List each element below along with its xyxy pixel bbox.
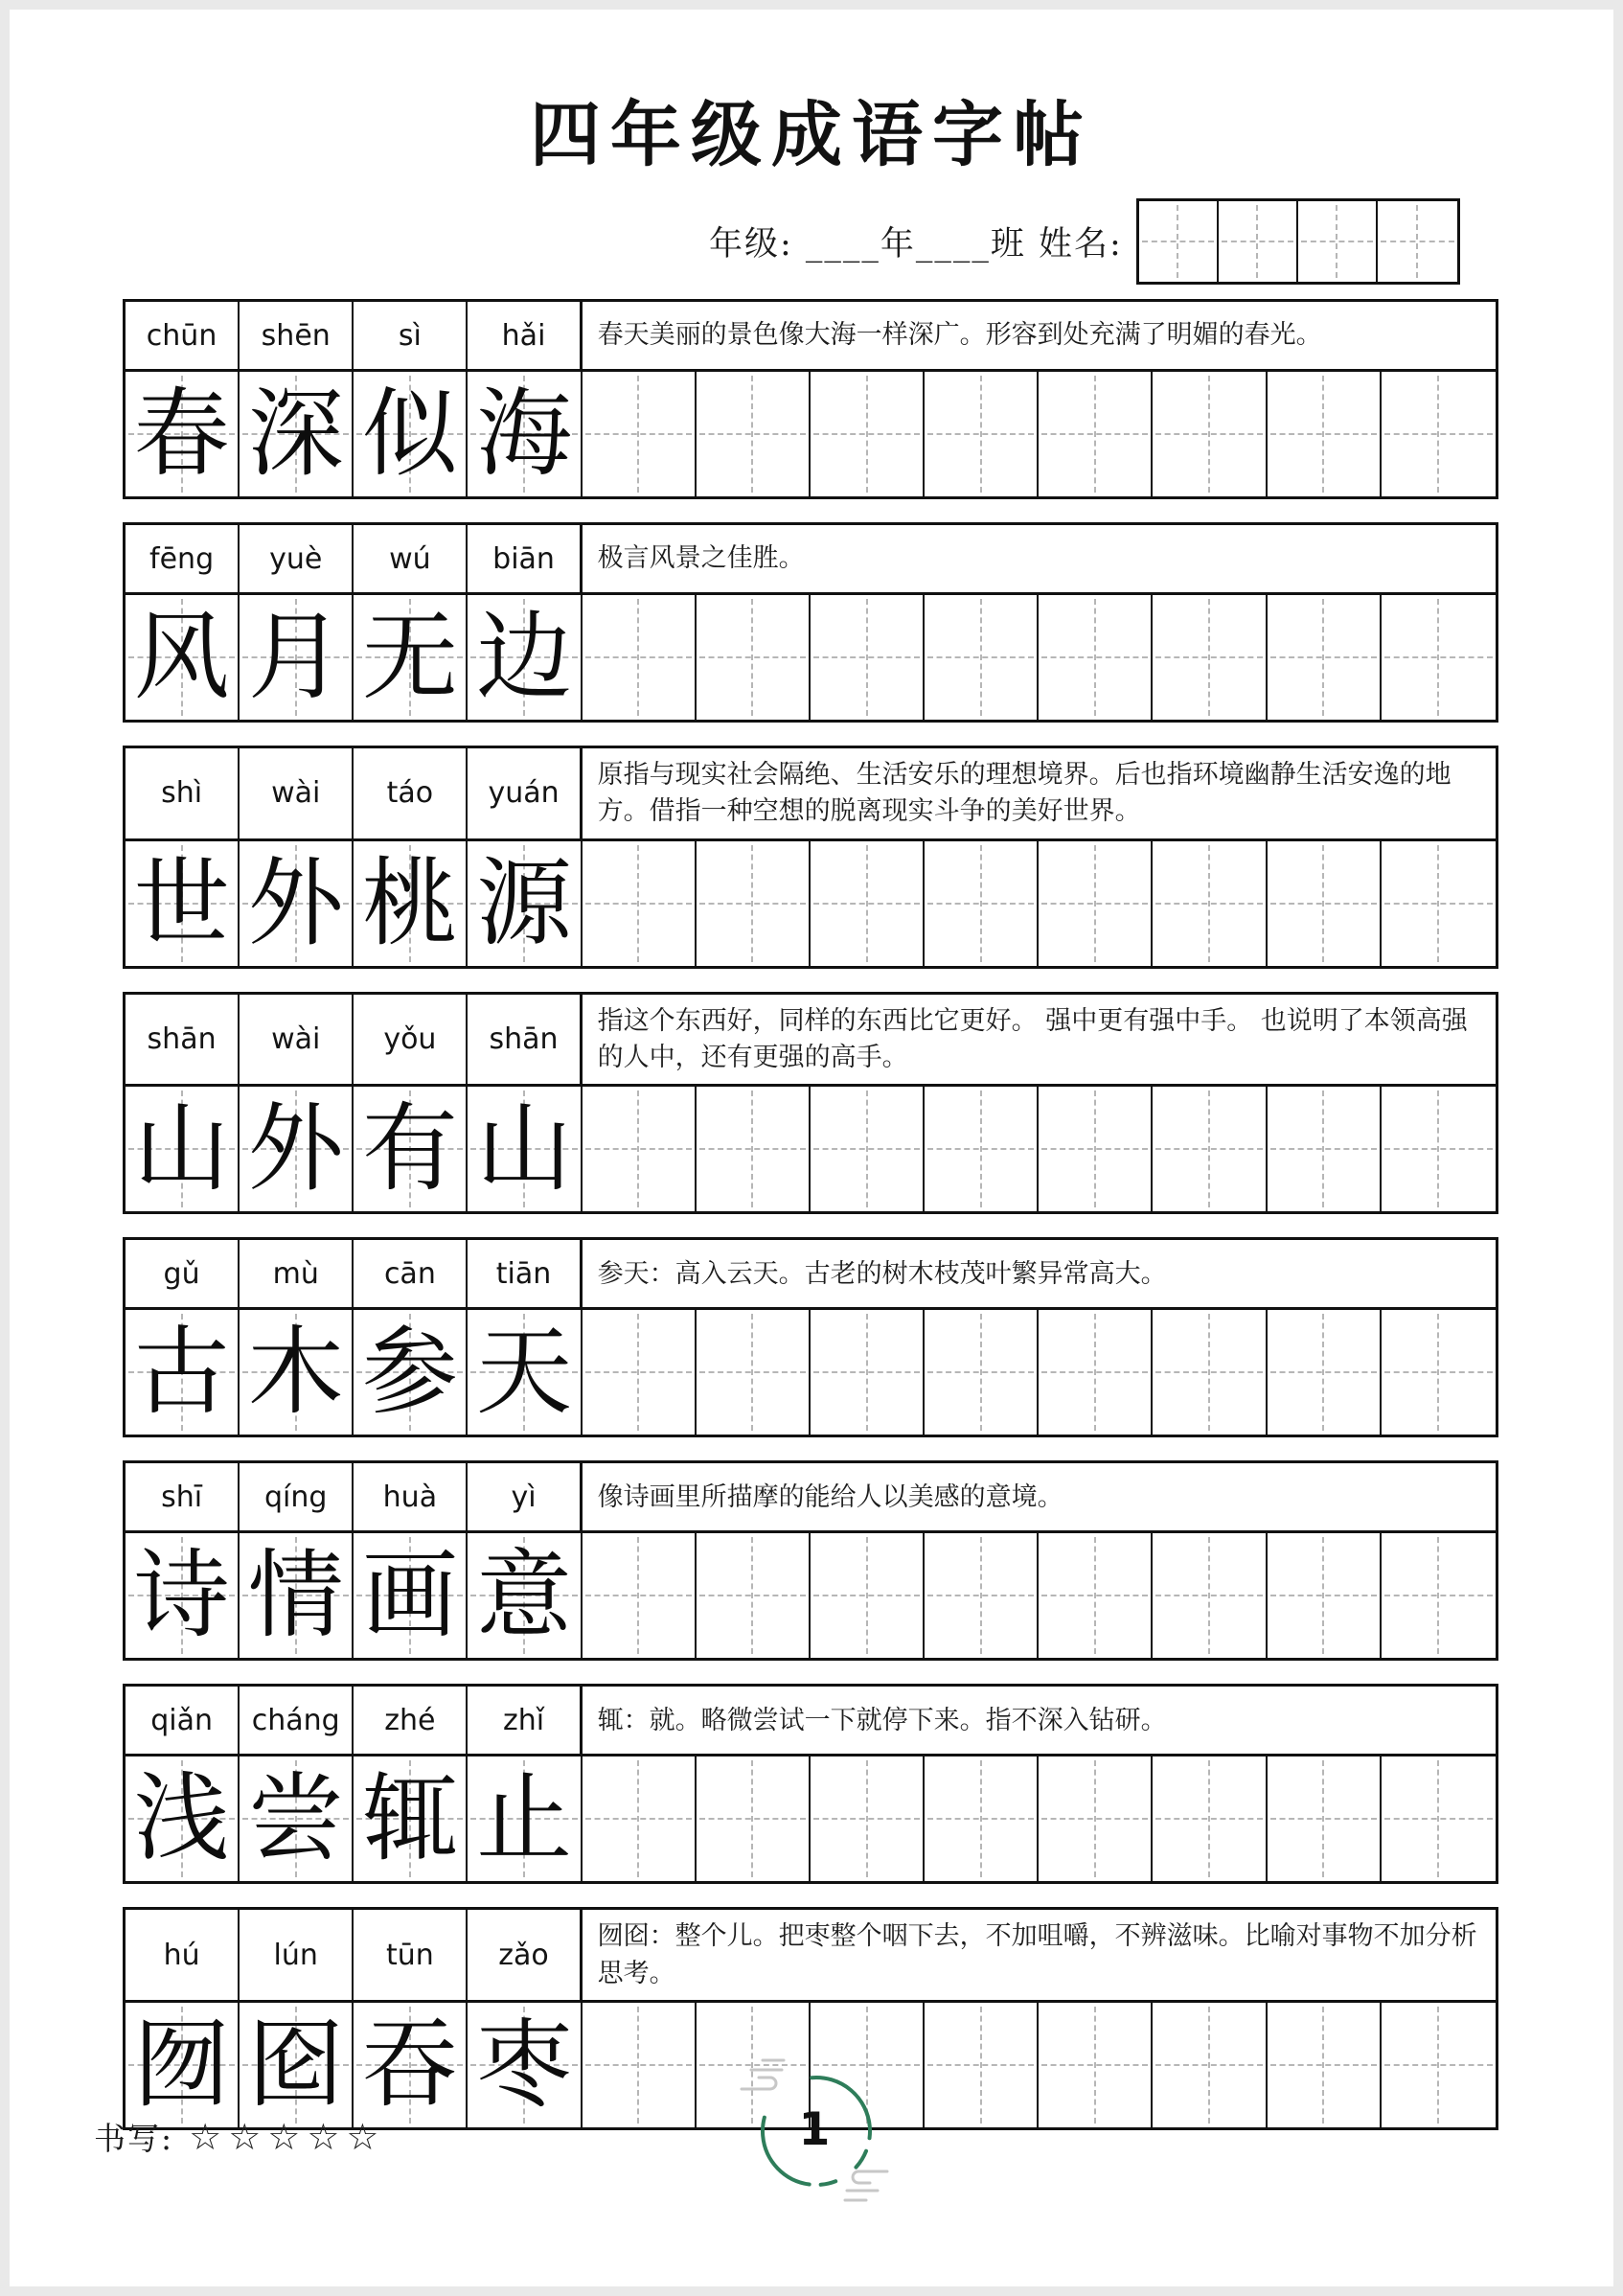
idiom-character-cell [240,1756,354,1881]
pinyin-cell: shī [126,1463,240,1530]
pinyin-cell: shēn [240,302,354,369]
practice-cell [1039,372,1153,496]
practice-cell [1039,595,1153,720]
idiom-character-cell [468,1756,582,1881]
idiom-character-cell [354,2003,468,2127]
idiom-character: 桃 [361,846,458,959]
idiom-character-cell [468,1310,582,1435]
practice-cell [925,1310,1039,1435]
practice-cell [697,1087,811,1211]
idiom-character: 情 [247,1539,344,1652]
practice-cell [697,372,811,496]
idiom-character: 春 [133,378,230,490]
idiom-character-cell [126,1533,240,1658]
practice-cell [811,1533,925,1658]
pinyin-row [126,995,1496,1088]
idiom-character-cell [126,1310,240,1435]
definition-text: 辄：就。略微尝试一下就停下来。指不深入钻研。 [597,1705,1167,1735]
pinyin-cell: yuè [240,525,354,592]
idiom-character-cell [354,841,468,966]
practice-cell [1268,1533,1382,1658]
idiom-character: 有 [361,1092,458,1205]
practice-cell [1039,1087,1153,1211]
student-info-label: 年级: ____年____班 姓名: [709,225,1123,264]
name-box [1378,201,1457,282]
name-box [1219,201,1298,282]
idiom-block [123,1460,1498,1661]
practice-cell [1268,372,1382,496]
pinyin-cell: cān [354,1240,468,1307]
idiom-character: 画 [361,1539,458,1652]
practice-cell [925,372,1039,496]
practice-cell [1382,2003,1496,2127]
pinyin-cell: zhǐ [468,1687,582,1754]
practice-cell [1153,1756,1267,1881]
practice-cell [1039,1756,1153,1881]
idiom-character: 源 [476,846,573,959]
idiom-character: 海 [476,378,573,490]
practice-cell [925,1756,1039,1881]
pinyin-cell: zǎo [468,1910,582,2000]
pinyin-cell: wài [240,995,354,1085]
pinyin-cell: huà [354,1463,468,1530]
idiom-character-cell [354,1756,468,1881]
practice-cell [583,841,697,966]
idiom-character: 意 [476,1539,573,1652]
practice-cell [1039,1310,1153,1435]
idiom-character: 止 [476,1762,573,1875]
pinyin-cell: hú [126,1910,240,2000]
practice-cell [583,1756,697,1881]
practice-cell [925,1533,1039,1658]
idiom-block [123,1237,1498,1437]
idiom-character-cell [126,372,240,496]
practice-cell [811,1310,925,1435]
idiom-character-cell [126,1756,240,1881]
pinyin-cell: wài [240,748,354,838]
pinyin-row [126,748,1496,841]
idiom-character-cell [468,2003,582,2127]
idiom-character-cell [354,372,468,496]
practice-cell [811,841,925,966]
practice-cell [1382,841,1496,966]
writing-label: 书写: [94,2120,174,2157]
pinyin-cell: yǒu [354,995,468,1085]
definition-text: 囫囵：整个儿。把枣整个咽下去，不加咀嚼，不辨滋味。比喻对事物不加分析思考。 [597,1921,1477,1988]
practice-cell [1153,1533,1267,1658]
practice-cell [1268,1087,1382,1211]
pinyin-cell: cháng [240,1687,354,1754]
practice-cell [583,1310,697,1435]
idiom-character-cell [126,2003,240,2127]
idiom-character-cell [468,595,582,720]
idiom-character: 囵 [247,2008,344,2121]
practice-cell [1382,1310,1496,1435]
practice-cell [925,2003,1039,2127]
pinyin-cell: shān [468,995,582,1085]
idiom-character-cell [240,595,354,720]
idiom-character-cell [468,372,582,496]
idiom-character: 天 [476,1316,573,1429]
practice-cell [697,1756,811,1881]
pinyin-cell: qíng [240,1463,354,1530]
writing-score [94,2114,385,2159]
character-row [126,841,1496,966]
page-number: 1 [798,2102,831,2156]
idiom-character: 外 [247,1092,344,1205]
practice-cell [583,1087,697,1211]
practice-cell [1153,372,1267,496]
practice-cell [1153,1087,1267,1211]
idiom-character: 世 [133,846,230,959]
idiom-character: 古 [133,1316,230,1429]
practice-cell [1268,595,1382,720]
idiom-character-cell [126,595,240,720]
definition-text: 极言风景之佳胜。 [597,543,805,574]
worksheet-page [10,10,1613,2286]
practice-cell [583,2003,697,2127]
idiom-block [123,746,1498,969]
idiom-tables [10,299,1613,2130]
practice-cell [1153,595,1267,720]
idiom-character: 山 [476,1092,573,1205]
practice-cell [1039,2003,1153,2127]
character-row [126,1310,1496,1435]
idiom-character: 辄 [361,1762,458,1875]
pinyin-cell: chūn [126,302,240,369]
idiom-character: 边 [476,601,573,713]
pinyin-cell: wú [354,525,468,592]
pinyin-cell: gǔ [126,1240,240,1307]
idiom-character: 似 [361,378,458,490]
pinyin-row [126,302,1496,372]
idiom-character-cell [468,1533,582,1658]
pinyin-cell: zhé [354,1687,468,1754]
practice-cell [583,372,697,496]
idiom-character: 参 [361,1316,458,1429]
idiom-character-cell [468,841,582,966]
idiom-block [123,1684,1498,1884]
idiom-character: 无 [361,601,458,713]
pinyin-cell: shì [126,748,240,838]
character-row [126,372,1496,496]
definition-text: 原指与现实社会隔绝、生活安乐的理想境界。后也指环境幽静生活安逸的地方。借指一种空想的脱离现实斗争的美好世界。 [597,760,1452,827]
definition-text: 像诗画里所描摩的能给人以美感的意境。 [597,1481,1063,1512]
idiom-character-cell [240,1087,354,1211]
idiom-character: 尝 [247,1762,344,1875]
name-writing-grid [1136,198,1460,285]
practice-cell [1039,841,1153,966]
character-row [126,1533,1496,1658]
idiom-block [123,299,1498,499]
pinyin-cell: hǎi [468,302,582,369]
idiom-character: 风 [133,601,230,713]
idiom-character: 木 [247,1316,344,1429]
page-number-decoration [740,2043,889,2216]
idiom-character-cell [354,1533,468,1658]
student-info-line [709,197,1613,286]
definition-text: 春天美丽的景色像大海一样深广。形容到处充满了明媚的春光。 [597,320,1322,351]
star-rating: ☆☆☆☆☆ [189,2115,386,2158]
idiom-character-cell [240,841,354,966]
practice-cell [925,595,1039,720]
practice-cell [1153,841,1267,966]
pinyin-row [126,1240,1496,1310]
idiom-character-cell [126,1087,240,1211]
pinyin-cell: tūn [354,1910,468,2000]
name-box [1139,201,1219,282]
idiom-character: 外 [247,846,344,959]
idiom-character: 月 [247,601,344,713]
practice-cell [925,1087,1039,1211]
pinyin-cell: yuán [468,748,582,838]
pinyin-cell: qiǎn [126,1687,240,1754]
pinyin-cell: sì [354,302,468,369]
idiom-character-cell [126,841,240,966]
practice-cell [811,1087,925,1211]
pinyin-cell: fēng [126,525,240,592]
practice-cell [1382,595,1496,720]
definition-text: 参天：高入云天。古老的树木枝茂叶繁异常高大。 [597,1258,1167,1289]
idiom-character-cell [240,2003,354,2127]
idiom-character-cell [240,1533,354,1658]
pinyin-cell: mù [240,1240,354,1307]
practice-cell [1268,1310,1382,1435]
practice-cell [697,1533,811,1658]
pinyin-cell: shān [126,995,240,1085]
practice-cell [1268,2003,1382,2127]
idiom-block [123,992,1498,1215]
character-row [126,1087,1496,1211]
page-title: 四年级成语字帖 [530,94,1093,176]
practice-cell [1153,1310,1267,1435]
idiom-character-cell [240,372,354,496]
idiom-character: 山 [133,1092,230,1205]
character-row [126,595,1496,720]
pinyin-row [126,1463,1496,1533]
pinyin-cell: táo [354,748,468,838]
practice-cell [811,372,925,496]
practice-cell [811,595,925,720]
idiom-character-cell [240,1310,354,1435]
definition-text: 指这个东西好，同样的东西比它更好。 强中更有强中手。 也说明了本领高强的人中，还有更强的高手。 [597,1005,1468,1072]
pinyin-cell: biān [468,525,582,592]
name-box [1298,201,1378,282]
practice-cell [1382,1087,1496,1211]
practice-cell [697,595,811,720]
pinyin-cell: yì [468,1463,582,1530]
practice-cell [583,1533,697,1658]
idiom-character: 诗 [133,1539,230,1652]
practice-cell [1268,841,1382,966]
idiom-character-cell [354,595,468,720]
character-row [126,1756,1496,1881]
practice-cell [811,1756,925,1881]
idiom-character: 囫 [133,2008,230,2121]
idiom-character: 吞 [361,2008,458,2121]
pinyin-row [126,525,1496,595]
idiom-character: 深 [247,378,344,490]
pinyin-cell: lún [240,1910,354,2000]
practice-cell [925,841,1039,966]
idiom-character-cell [354,1310,468,1435]
pinyin-row [126,1687,1496,1756]
practice-cell [1382,1756,1496,1881]
practice-cell [697,841,811,966]
practice-cell [583,595,697,720]
practice-cell [1382,1533,1496,1658]
idiom-character-cell [468,1087,582,1211]
practice-cell [1268,1756,1382,1881]
pinyin-cell: tiān [468,1240,582,1307]
practice-cell [697,1310,811,1435]
pinyin-row [126,1910,1496,2003]
practice-cell [1382,372,1496,496]
practice-cell [1153,2003,1267,2127]
practice-cell [1039,1533,1153,1658]
idiom-character: 浅 [133,1762,230,1875]
idiom-block [123,522,1498,723]
idiom-character-cell [354,1087,468,1211]
idiom-character: 枣 [476,2008,573,2121]
